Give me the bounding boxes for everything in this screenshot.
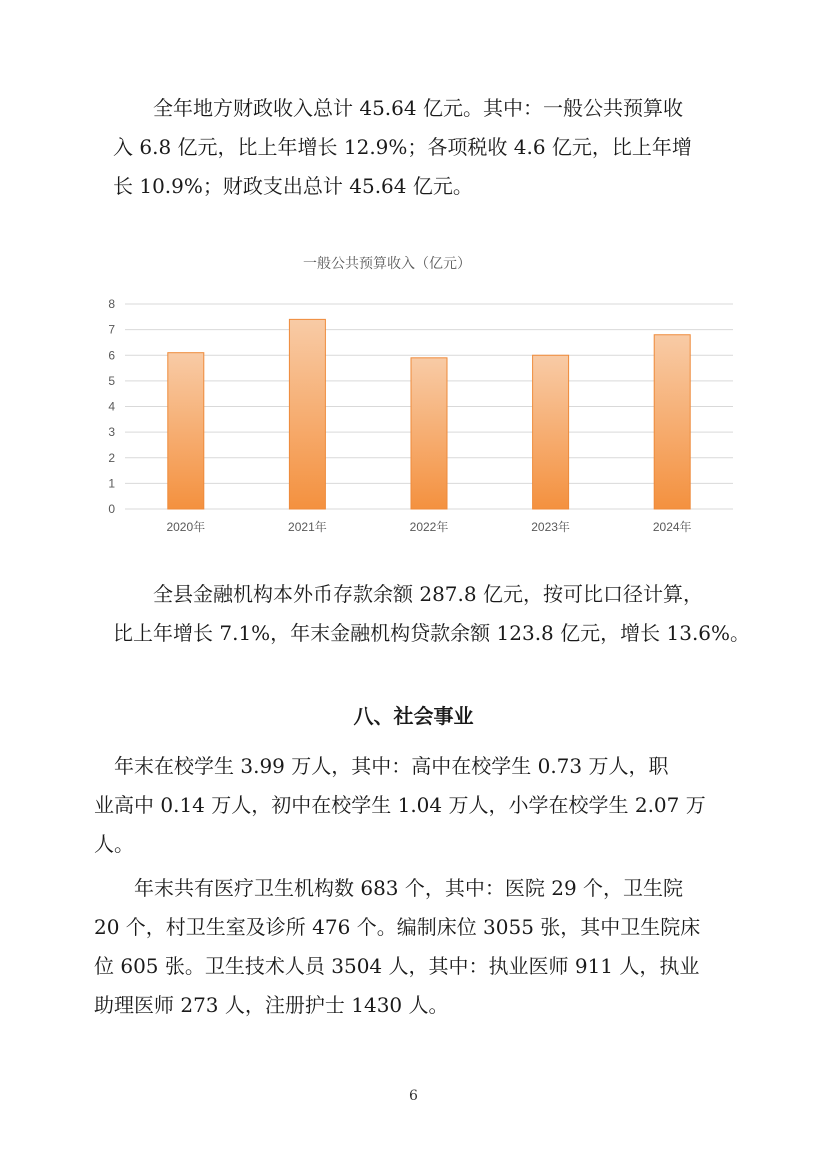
text-line: 业高中 0.14 万人，初中在校学生 1.04 万人，小学在校学生 2.07 万 — [94, 793, 706, 817]
paragraph-education — [94, 747, 706, 864]
paragraph-health — [94, 869, 700, 1025]
y-tick-label: 8 — [108, 297, 115, 311]
text-line: 年末在校学生 3.99 万人，其中：高中在校学生 0.73 万人，职 — [114, 754, 669, 778]
bar-2023年 — [533, 355, 569, 509]
x-tick-label: 2021年 — [288, 520, 327, 534]
paragraph-finance — [113, 575, 750, 653]
section-heading: 八、社会事业 — [353, 704, 474, 728]
bar-2021年 — [289, 319, 325, 509]
text-line: 人。 — [94, 832, 134, 856]
x-tick-label: 2023年 — [531, 520, 570, 534]
chart-title: 一般公共预算收入（亿元） — [303, 255, 471, 271]
y-tick-label: 0 — [108, 502, 115, 516]
y-tick-label: 2 — [108, 450, 115, 465]
y-tick-label: 4 — [108, 399, 115, 414]
y-tick-label: 7 — [108, 322, 115, 337]
y-tick-label: 3 — [108, 425, 115, 440]
x-tick-label: 2024年 — [652, 520, 692, 534]
y-tick-label: 5 — [108, 373, 115, 388]
text-line: 20 个，村卫生室及诊所 476 个。编制床位 3055 张，其中卫生院床 — [94, 915, 701, 939]
text-line: 入 6.8 亿元，比上年增长 12.9%；各项税收 4.6 亿元，比上年增 — [113, 135, 692, 159]
text-line: 位 605 张。卫生技术人员 3504 人，其中：执业医师 911 人，执业 — [94, 954, 700, 978]
bar-2020年 — [168, 353, 204, 509]
y-tick-label: 1 — [108, 476, 115, 491]
y-tick-label: 6 — [108, 348, 115, 363]
paragraph-fiscal — [113, 89, 692, 206]
text-line: 全年地方财政收入总计 45.64 亿元。其中：一般公共预算收 — [153, 96, 683, 120]
text-line: 助理医师 273 人，注册护士 1430 人。 — [94, 993, 449, 1017]
x-tick-label: 2022年 — [409, 520, 449, 534]
chart-bars — [168, 319, 690, 509]
x-axis-ticks — [166, 519, 691, 534]
page-number: 6 — [409, 1088, 418, 1104]
text-line: 长 10.9%；财政支出总计 45.64 亿元。 — [113, 174, 473, 198]
x-tick-label: 2020年 — [166, 520, 206, 534]
text-line: 比上年增长 7.1%，年末金融机构贷款余额 123.8 亿元，增长 13.6%。 — [113, 621, 751, 645]
revenue-bar-chart — [95, 245, 745, 535]
bar-2024年 — [654, 335, 690, 509]
bar-2022年 — [411, 358, 447, 509]
text-line: 年末共有医疗卫生机构数 683 个，其中：医院 29 个，卫生院 — [134, 876, 684, 900]
text-line: 全县金融机构本外币存款余额 287.8 亿元，按可比口径计算， — [153, 582, 703, 606]
y-axis-ticks — [108, 297, 115, 516]
